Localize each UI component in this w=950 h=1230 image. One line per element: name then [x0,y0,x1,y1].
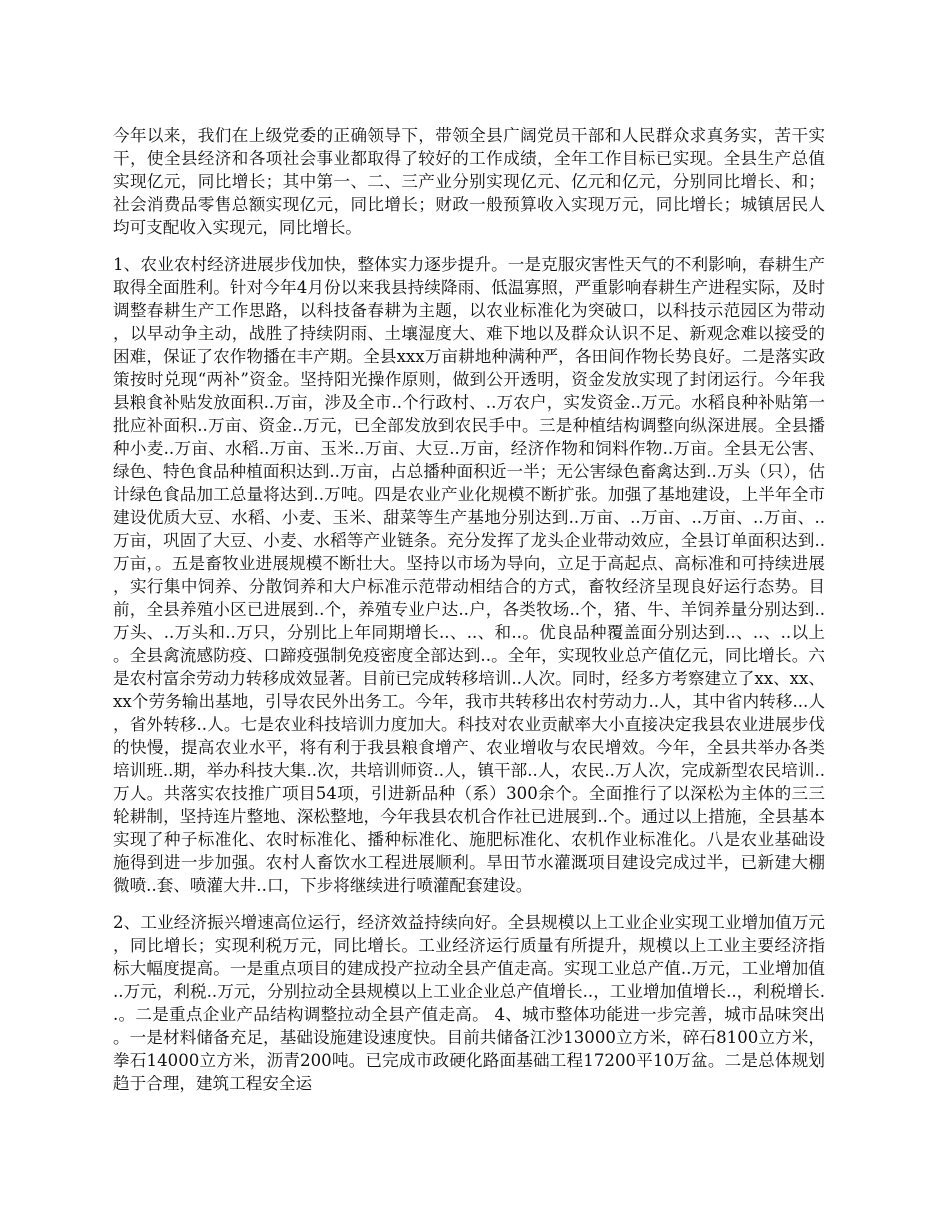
paragraph-intro: 今年以来，我们在上级党委的正确领导下，带领全县广阔党员干部和人民群众求真务实，苦干实干，使全县经济和各项社会事业都取得了较好的工作成绩，全年工作目标已实现。全县生产总值实现亿元，同比增长；其中第一、二、三产业分别实现亿元、亿元和亿元，分别同比增长、和；社会消费品零售总额实现亿元，同比增长；财政一般预算收入实现万元，同比增长；城镇居民人均可支配收入实现元，同比增长。 [113,126,825,237]
document-page [113,124,825,1109]
paragraph-agriculture: 1、农业农村经济进展步伐加快，整体实力逐步提升。一是克服灾害性天气的不利影响，春耕生产取得全面胜利。针对今年4月份以来我县持续降雨、低温寡照，严重影响春耕生产进程实际，及时调整春耕生产工作思路，以科技备春耕为主题，以农业标准化为突破口，以科技示范园区为带动，以早动争主动，战胜了持续阴雨、土壤湿度大、难下地以及群众认识不足、新观念难以接受的困难，保证了农作物播在丰产期。全县xxx万亩耕地种满种严，各田间作物长势良好。二是落实政策按时兑现“两补”资金。坚持阳光操作原则，做到公开透明，资金发放实现了封闭运行。今年我县粮食补贴发放面积..万亩，涉及全市..个行政村、..万农户，实发资金..万元。水稻良种补贴第一批应补面积..万亩、资金..万元，已全部发放到农民手中。三是种植结构调整向纵深进展。全县播种小麦..万亩、水稻..万亩、玉米..万亩、大豆..万亩，经济作物和饲料作物..万亩。全县无公害、绿色、特色食品种植面积达到..万亩，占总播种面积近一半；无公害绿色畜禽达到..万头（只），估计绿色食品加工总量将达到..万吨。四是农业产业化规模不断扩张。加强了基地建设，上半年全市建设优质大豆、水稻、小麦、玉米、甜菜等生产基地分别达到..万亩、..万亩、..万亩、..万亩、..万亩，巩固了大豆、小麦、水稻等产业链条。充分发挥了龙头企业带动效应，全县订单面积达到..万亩，。五是畜牧业进展规模不断壮大。坚持以市场为导向，立足于高起点、高标准和可持续进展，实行集中饲养、分散饲养和大户标准示范带动相结合的方式，畜牧经济呈现良好运行态势。目前，全县养殖小区已进展到..个，养殖专业户达..户，各类牧场..个，猪、牛、羊饲养量分别达到..万头、..万头和..万只，分别比上年同期增长..、..、和..。优良品种覆盖面分别达到..、..、..以上。全县禽流感防疫、口蹄疫强制免疫密度全部达到..。全年，实现牧业总产值亿元，同比增长。六是农村富余劳动力转移成效显著。目前已完成转移培训..人次。同时，经多方考察建立了xx、xx、xx个劳务输出基地，引导农民外出务工。今年，我市共转移出农村劳动力..人，其中省内转移...人，省外转移..人。七是农业科技培训力度加大。科技对农业贡献率大小直接决定我县农业进展步伐的快慢，提高农业水平，将有利于我县粮食增产、农业增收与农民增效。今年，全县共举办各类培训班..期，举办科技大集..次，共培训师资..人，镇干部..人，农民..万人次，完成新型农民培训..万人。共落实农技推广项目54项，引进新品种（系）300余个。全面推行了以深松为主体的三三轮耕制，坚持连片整地、深松整地，今年我县农机合作社已进展到..个。通过以上措施，全县基本实现了种子标准化、农时标准化、播种标准化、施肥标准化、农机作业标准化。八是农业基础设施得到进一步加强。农村人畜饮水工程进展顺利。旱田节水灌溉项目建设完成过半，已新建大棚微喷..套、喷灌大井..口，下步将继续进行喷灌配套建设。 [113,255,825,895]
paragraph-industry: 2、工业经济振兴增速高位运行，经济效益持续向好。全县规模以上工业企业实现工业增加值万元，同比增长；实现利税万元，同比增长。工业经济运行质量有所提升，规模以上工业主要经济指标大幅度提高。一是重点项目的建成投产拉动全县产值走高。实现工业总产值..万元，工业增加值..万元，利税..万元，分别拉动全县规模以上工业企业总产值增长..，工业增加值增长..，利税增长..。二是重点企业产品结构调整拉动全县产值走高。 4、城市整体功能进一步完善，城市品味突出。一是材料储备充足，基础设施建设速度快。目前共储备江沙13000立方米，碎石8100立方米，拳石14000立方米，沥青200吨。已完成市政硬化路面基础工程17200平10万盆。二是总体规划趋于合理，建筑工程安全运 [113,913,825,1093]
